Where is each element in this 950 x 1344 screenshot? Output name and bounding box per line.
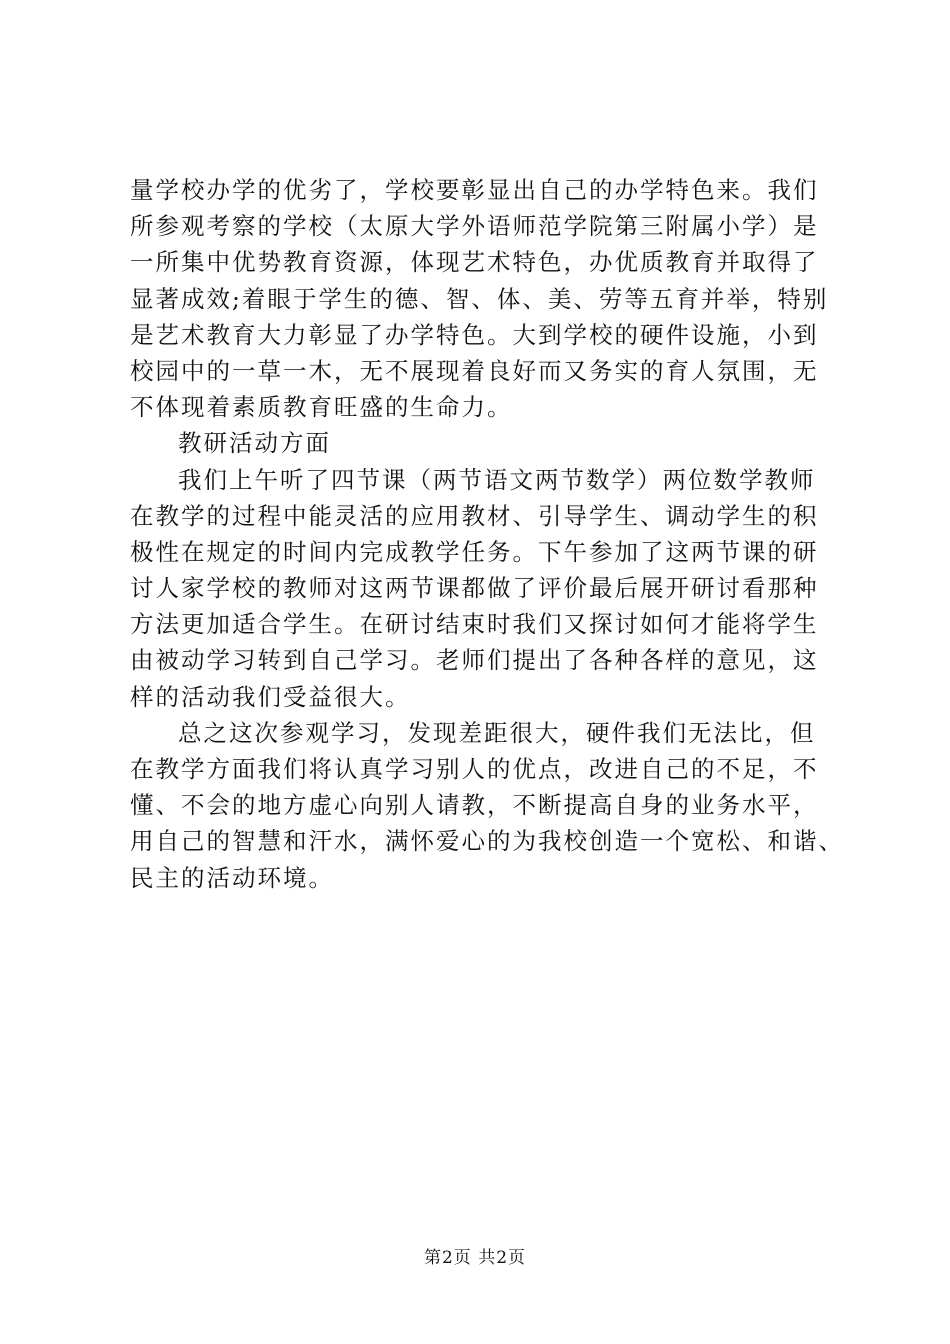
paragraph-line: 民主的活动环境。 — [130, 863, 334, 892]
paragraph-line: 讨人家学校的教师对这两节课都做了评价最后展开研讨看那种 — [130, 574, 819, 603]
document-body — [130, 172, 844, 896]
paragraph-line: 是艺术教育大力彰显了办学特色。大到学校的硬件设施，小到 — [130, 320, 819, 349]
paragraph-line: 方法更加适合学生。在研讨结束时我们又探讨如何才能将学生 — [130, 610, 819, 639]
paragraph-line: 由被动学习转到自己学习。老师们提出了各种各样的意见，这 — [130, 646, 819, 675]
paragraph-line: 样的活动我们受益很大。 — [130, 682, 411, 711]
paragraph-line: 用自己的智慧和汗水，满怀爱心的为我校创造一个宽松、和谐、 — [130, 827, 844, 856]
paragraph-line: 在教学方面我们将认真学习别人的优点，改进自己的不足，不 — [130, 755, 819, 783]
paragraph-line: 显著成效;着眼于学生的德、智、体、美、劳等五育并举，特别 — [130, 284, 829, 313]
paragraph-first-line: 我们上午听了四节课（两节语文两节数学）两位数学教师 — [178, 465, 816, 494]
paragraph-line: 所参观考察的学校（太原大学外语师范学院第三附属小学）是 — [130, 212, 819, 241]
paragraph-line: 懂、不会的地方虚心向别人请教，不断提高自身的业务水平， — [130, 791, 819, 820]
paragraph-first-line: 总之这次参观学习，发现差距很大，硬件我们无法比，但 — [178, 718, 816, 747]
section-heading: 教研活动方面 — [178, 429, 331, 458]
paragraph-line: 校园中的一草一木，无不展现着良好而又务实的育人氛围，无 — [130, 356, 819, 385]
page-number-footer: 第2页 共2页 — [423, 1248, 527, 1268]
paragraph-line: 在教学的过程中能灵活的应用教材、引导学生、调动学生的积 — [130, 501, 819, 530]
paragraph-line: 量学校办学的优劣了，学校要彰显出自己的办学特色来。我们 — [130, 176, 819, 204]
paragraph-line: 极性在规定的时间内完成教学任务。下午参加了这两节课的研 — [130, 537, 819, 566]
paragraph-line: 不体现着素质教育旺盛的生命力。 — [130, 393, 513, 422]
paragraph-line: 一所集中优势教育资源，体现艺术特色，办优质教育并取得了 — [130, 248, 819, 277]
